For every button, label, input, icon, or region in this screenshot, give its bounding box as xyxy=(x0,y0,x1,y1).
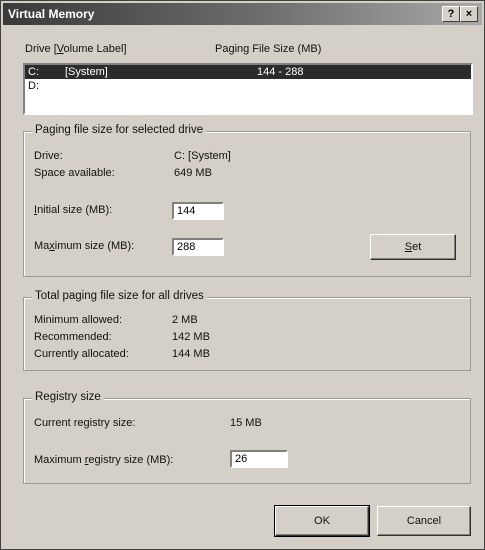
currently-allocated-label: Currently allocated: xyxy=(34,348,129,360)
title-bar[interactable] xyxy=(3,3,482,25)
cancel-button[interactable]: Cancel xyxy=(377,506,471,536)
drive-paging-size: 144 - 288 xyxy=(257,66,304,78)
initial-size-label: Initial size (MB): xyxy=(34,204,113,216)
drive-list[interactable] xyxy=(23,63,473,115)
drive-column-header: Drive [Volume Label] xyxy=(25,43,127,55)
drive-row-c[interactable] xyxy=(25,65,471,79)
recommended-value: 142 MB xyxy=(172,331,210,343)
minimum-allowed-label: Minimum allowed: xyxy=(34,314,123,326)
space-available-label: Space available: xyxy=(34,167,115,179)
maximum-size-label: Maximum size (MB): xyxy=(34,240,135,252)
total-paging-group xyxy=(23,290,471,371)
group-title: Total paging file size for all drives xyxy=(32,290,207,302)
drive-row-d[interactable] xyxy=(25,79,471,93)
space-available-value: 649 MB xyxy=(174,167,212,179)
window-title: Virtual Memory xyxy=(8,7,95,21)
currently-allocated-value: 144 MB xyxy=(172,348,210,360)
current-registry-size-value: 15 MB xyxy=(230,417,262,429)
drive-value: C: [System] xyxy=(174,150,231,162)
maximum-size-input[interactable] xyxy=(172,238,224,256)
ok-button[interactable]: OK xyxy=(275,506,369,536)
drive-volume-label: [System] xyxy=(65,66,108,78)
close-button[interactable]: × xyxy=(460,6,478,22)
group-title: Registry size xyxy=(32,391,104,403)
initial-size-input[interactable] xyxy=(172,202,224,220)
help-button[interactable]: ? xyxy=(442,6,460,22)
minimum-allowed-value: 2 MB xyxy=(172,314,198,326)
drive-label: Drive: xyxy=(34,150,63,162)
registry-size-group xyxy=(23,391,471,484)
selected-drive-group xyxy=(23,124,471,277)
maximum-registry-size-label: Maximum registry size (MB): xyxy=(34,454,174,466)
size-column-header: Paging File Size (MB) xyxy=(215,43,322,55)
drive-letter: D: xyxy=(28,80,39,92)
current-registry-size-label: Current registry size: xyxy=(34,417,136,429)
drive-letter: C: xyxy=(28,66,39,78)
set-button[interactable]: Set xyxy=(370,234,456,260)
maximum-registry-size-input[interactable] xyxy=(230,450,288,468)
group-title: Paging file size for selected drive xyxy=(32,124,206,136)
recommended-label: Recommended: xyxy=(34,331,112,343)
